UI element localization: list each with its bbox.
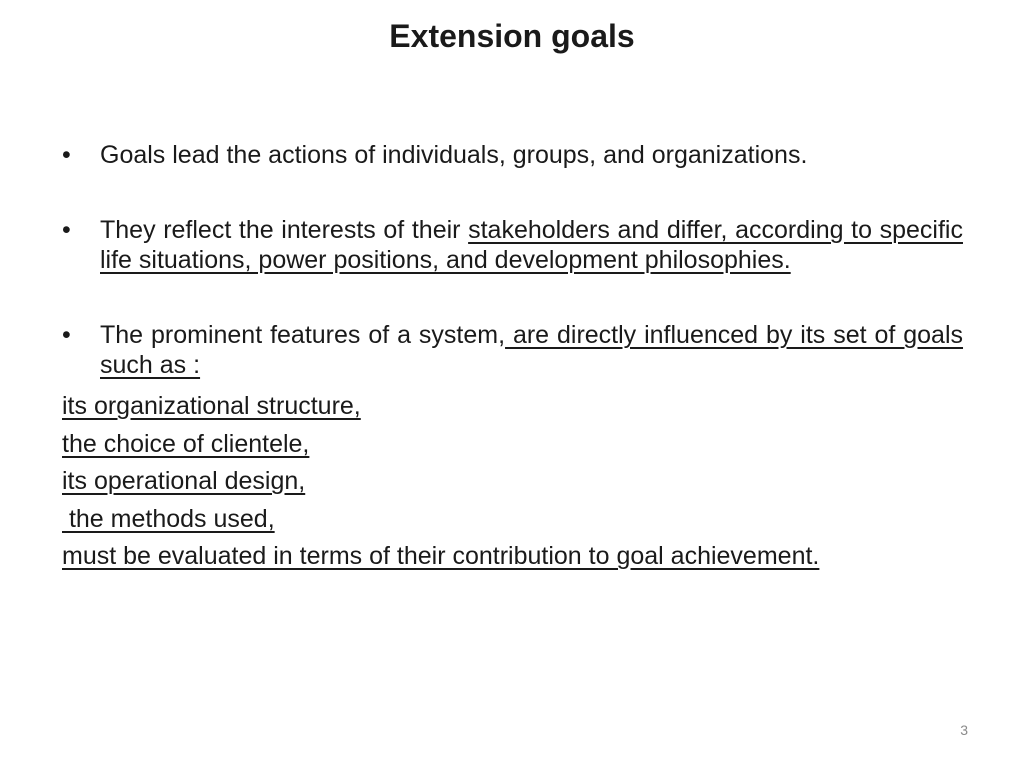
bullet-text-underlined: stakeholders and differ, according to specific life situations, power positions, and development philosophies. [100, 216, 963, 274]
bullet-marker: • [62, 216, 71, 244]
slide-title: Extension goals [389, 18, 635, 54]
bullet-marker: • [62, 141, 71, 169]
bullet-text: They reflect the interests of their [100, 216, 469, 244]
bullet-item [62, 215, 963, 275]
bullet-marker: • [62, 321, 71, 349]
bullet-text-underlined: are directly influenced by its set of goals such as : [100, 321, 964, 379]
bullet-item [62, 140, 963, 170]
goal-list-item: must be evaluated in terms of their contribution to goal achievement. [62, 542, 820, 570]
goal-list-item: its organizational structure, [62, 392, 361, 420]
goal-list-item: the choice of clientele, [62, 429, 310, 458]
slide-content [62, 135, 963, 576]
page-number: 3 [960, 722, 968, 738]
goal-list [62, 388, 963, 576]
goal-list-item: its operational design, [62, 467, 306, 495]
bullet-text: The prominent features of a system, [100, 321, 506, 349]
bullet-text: Goals lead the actions of individuals, groups, and organizations. [100, 141, 808, 169]
bullet-item [62, 320, 963, 380]
goal-list-item: the methods used, [62, 504, 275, 533]
